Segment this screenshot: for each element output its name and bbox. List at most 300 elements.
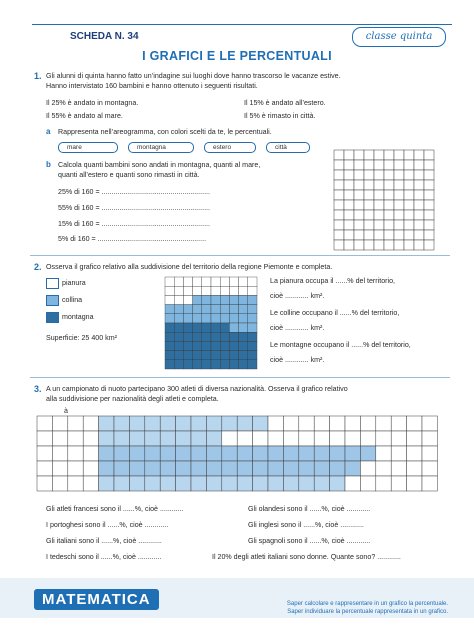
territory-cell [248, 351, 257, 360]
athletes-cell [376, 446, 391, 461]
territory-cell [174, 323, 183, 332]
territory-cell [220, 314, 229, 323]
athletes-cell [360, 446, 375, 461]
athletes-cell [37, 461, 52, 476]
territory-cell [248, 360, 257, 369]
athletes-cell [83, 476, 98, 491]
athletes-cell [114, 416, 129, 431]
plain-question-line1[interactable]: La pianura occupa il ......% del territorio, [270, 277, 395, 285]
grid-cell [424, 150, 434, 160]
grid-cell [384, 230, 394, 240]
fact-abroad: Il 15% è andato all’estero. [244, 99, 326, 107]
territory-cell [183, 305, 192, 314]
athletes-cell [360, 416, 375, 431]
grid-cell [364, 210, 374, 220]
grid-cell [344, 150, 354, 160]
grid-cell [334, 230, 344, 240]
athletes-cell [330, 431, 345, 446]
athletes-cell [176, 431, 191, 446]
athletes-cell [191, 461, 206, 476]
grid-cell [424, 240, 434, 250]
exercise-1-intro-line2: Hanno intervistato 160 bambini e hanno ottenuto i seguenti risultati. [46, 82, 258, 90]
exercise-1-number: 1. [34, 71, 42, 81]
legend-city[interactable] [266, 142, 310, 153]
territory-cell [239, 360, 248, 369]
athletes-cell [129, 431, 144, 446]
grid-cell [414, 170, 424, 180]
grid-cell [344, 200, 354, 210]
territory-cell [248, 341, 257, 350]
territory-cell [165, 360, 174, 369]
athletes-cell [37, 416, 52, 431]
territory-cell [193, 351, 202, 360]
grid-cell [384, 180, 394, 190]
athletes-cell [391, 476, 406, 491]
athletes-cell [283, 446, 298, 461]
grid-cell [364, 150, 374, 160]
athletes-cell [52, 431, 67, 446]
calc-city[interactable]: 5% di 160 = ....................................................... [58, 235, 207, 243]
athletes-cell [99, 461, 114, 476]
question-french[interactable]: Gli atleti francesi sono il ......%, cioè ............ [46, 505, 184, 513]
grid-cell [374, 180, 384, 190]
athletes-cell [145, 446, 160, 461]
grid-cell [354, 220, 364, 230]
athletes-cell [422, 416, 437, 431]
athletes-cell [83, 416, 98, 431]
athletes-grid [36, 415, 440, 493]
grid-cell [404, 210, 414, 220]
athletes-cell [68, 461, 83, 476]
grid-cell [414, 180, 424, 190]
territory-cell [239, 305, 248, 314]
calc-mountain[interactable]: 25% di 160 = ....................................................... [58, 188, 210, 196]
athletes-cell [253, 476, 268, 491]
grid-cell [374, 220, 384, 230]
athletes-cell [68, 416, 83, 431]
mountain-question-line2[interactable]: cioè ............ km². [270, 356, 325, 364]
athletes-cell [114, 476, 129, 491]
territory-cell [202, 341, 211, 350]
plain-question-line2[interactable]: cioè ............ km². [270, 292, 325, 300]
territory-cell [183, 332, 192, 341]
athletes-cell [299, 416, 314, 431]
athletes-cell [99, 416, 114, 431]
territory-cell [174, 305, 183, 314]
territory-cell [165, 323, 174, 332]
territory-cell [202, 305, 211, 314]
grid-cell [344, 160, 354, 170]
athletes-cell [330, 416, 345, 431]
grid-cell [414, 240, 424, 250]
grid-cell [344, 170, 354, 180]
athletes-cell [268, 461, 283, 476]
athletes-cell [283, 416, 298, 431]
athletes-cell [330, 461, 345, 476]
athletes-cell [129, 461, 144, 476]
territory-cell [211, 332, 220, 341]
territory-cell [211, 351, 220, 360]
divider-1 [30, 255, 450, 256]
legend-plain-swatch [46, 278, 59, 289]
athletes-cell [330, 476, 345, 491]
athletes-cell [99, 446, 114, 461]
athletes-cell [345, 416, 360, 431]
exercise-2-number: 2. [34, 262, 42, 272]
athletes-cell [283, 461, 298, 476]
grid-cell [414, 230, 424, 240]
calc-abroad[interactable]: 15% di 160 = ....................................................... [58, 220, 210, 228]
territory-cell [202, 295, 211, 304]
territory-cell [229, 305, 238, 314]
territory-cell [193, 323, 202, 332]
grid-cell [334, 210, 344, 220]
grid-cell [394, 190, 404, 200]
athletes-cell [68, 476, 83, 491]
grid-cell [374, 240, 384, 250]
grid-cell [394, 230, 404, 240]
grid-cell [404, 220, 414, 230]
athletes-cell [52, 446, 67, 461]
grid-cell [424, 210, 434, 220]
athletes-cell [422, 431, 437, 446]
legend-mountain-swatch [46, 312, 59, 323]
territory-cell [211, 277, 220, 286]
grid-cell [354, 200, 364, 210]
territory-cell [202, 314, 211, 323]
grid-cell [394, 180, 404, 190]
athletes-cell [99, 476, 114, 491]
athletes-cell [99, 431, 114, 446]
legend-sea[interactable] [58, 142, 118, 153]
grid-cell [384, 150, 394, 160]
territory-cell [193, 341, 202, 350]
legend-sea-label: mare [67, 144, 82, 151]
grid-cell [394, 150, 404, 160]
legend-hill-label: collina [62, 296, 83, 304]
grid-cell [334, 200, 344, 210]
athletes-cell [299, 476, 314, 491]
athletes-cell [407, 461, 422, 476]
athletes-cell [206, 476, 221, 491]
territory-cell [229, 295, 238, 304]
grid-cell [374, 230, 384, 240]
athletes-cell [422, 461, 437, 476]
athletes-cell [160, 461, 175, 476]
question-dutch[interactable]: Gli olandesi sono il ......%, cioè ............ [248, 505, 371, 513]
grid-cell [384, 240, 394, 250]
athletes-cell [222, 476, 237, 491]
grid-cell [394, 170, 404, 180]
athletes-cell [83, 431, 98, 446]
grid-cell [404, 160, 414, 170]
question-italian-women[interactable]: Il 20% degli atleti italiani sono donne. Quante sono? ............ [212, 553, 401, 561]
territory-cell [193, 332, 202, 341]
territory-cell [183, 323, 192, 332]
territory-cell [220, 332, 229, 341]
athletes-cell [237, 461, 252, 476]
legend-abroad[interactable] [204, 142, 256, 153]
grid-cell [424, 160, 434, 170]
territory-cell [183, 351, 192, 360]
hundred-grid-exercise-1[interactable] [332, 148, 436, 252]
territory-cell [248, 277, 257, 286]
grid-cell [414, 210, 424, 220]
page-title: I GRAFICI E LE PERCENTUALI [142, 49, 332, 63]
athletes-cell [253, 446, 268, 461]
grid-cell [424, 200, 434, 210]
legend-hill-swatch [46, 295, 59, 306]
territory-cell [220, 351, 229, 360]
territory-cell [183, 295, 192, 304]
athletes-cell [222, 461, 237, 476]
athletes-cell [160, 476, 175, 491]
hill-question-line1[interactable]: Le colline occupano il ......% del territorio, [270, 309, 400, 317]
grid-cell [404, 190, 414, 200]
task-b-letter: b [46, 160, 51, 169]
objective-1: Saper calcolare e rappresentare in un grafico la percentuale. [286, 601, 448, 607]
athletes-cell [222, 431, 237, 446]
athletes-cell [191, 416, 206, 431]
athletes-cell [422, 446, 437, 461]
athletes-cell [37, 431, 52, 446]
territory-cell [229, 332, 238, 341]
mountain-question-line1[interactable]: Le montagne occupano il ......% del territorio, [270, 341, 411, 349]
task-b-text-line1: Calcola quanti bambini sono andati in montagna, quanti al mare, [58, 161, 261, 169]
territory-cell [174, 277, 183, 286]
athletes-cell [253, 461, 268, 476]
territory-cell [202, 277, 211, 286]
legend-mountain-label: montagna [137, 144, 166, 151]
footer-objectives [287, 600, 448, 616]
athletes-cell [176, 476, 191, 491]
territory-cell [211, 295, 220, 304]
territory-cell [211, 360, 220, 369]
grid-cell [354, 230, 364, 240]
task-b-text-line2: quanti all’estero e quanti sono rimasti in città. [58, 171, 200, 179]
athletes-cell [145, 461, 160, 476]
grid-cell [364, 220, 374, 230]
grid-cell [384, 220, 394, 230]
territory-cell [229, 286, 238, 295]
grid-cell [404, 170, 414, 180]
grid-cell [384, 160, 394, 170]
question-spanish[interactable]: Gli spagnoli sono il ......%, cioè ............ [248, 537, 371, 545]
athletes-cell [345, 476, 360, 491]
territory-cell [202, 332, 211, 341]
question-italian[interactable]: Gli italiani sono il ......%, cioè ............ [46, 537, 162, 545]
grid-cell [364, 190, 374, 200]
class-badge: classe quinta [352, 27, 446, 47]
athletes-cell [222, 416, 237, 431]
fact-sea: Il 55% è andato al mare. [46, 112, 123, 120]
territory-cell [165, 351, 174, 360]
grid-cell [414, 220, 424, 230]
territory-cell [202, 360, 211, 369]
athletes-cell [237, 416, 252, 431]
territory-cell [239, 332, 248, 341]
territory-cell [248, 286, 257, 295]
athletes-cell [176, 446, 191, 461]
sheet-number: SCHEDA N. 34 [70, 31, 139, 42]
athletes-cell [314, 446, 329, 461]
territory-cell [165, 295, 174, 304]
grid-cell [364, 200, 374, 210]
athletes-cell [52, 416, 67, 431]
athletes-cell [360, 431, 375, 446]
athletes-cell [114, 461, 129, 476]
athletes-cell [222, 446, 237, 461]
grid-cell [404, 150, 414, 160]
territory-cell [174, 341, 183, 350]
athletes-cell [299, 431, 314, 446]
task-a-letter: a [46, 127, 51, 136]
territory-cell [193, 360, 202, 369]
athletes-cell [129, 416, 144, 431]
territory-cell [174, 351, 183, 360]
territory-cell [211, 341, 220, 350]
athletes-cell [407, 446, 422, 461]
athletes-cell [237, 476, 252, 491]
grid-cell [404, 230, 414, 240]
athletes-cell [268, 446, 283, 461]
athletes-cell [314, 476, 329, 491]
territory-cell [229, 277, 238, 286]
legend-mountain2-label: montagna [62, 313, 94, 321]
grid-cell [354, 210, 364, 220]
grid-cell [354, 150, 364, 160]
territory-cell [174, 286, 183, 295]
objective-2: Saper individuare la percentuale rappresentata in un grafico. [287, 609, 448, 615]
legend-mountain[interactable] [128, 142, 194, 153]
grid-cell [344, 240, 354, 250]
legend-abroad-label: estero [213, 144, 232, 151]
territory-cell [248, 305, 257, 314]
grid-cell [334, 170, 344, 180]
athletes-cell [114, 446, 129, 461]
grid-cell [374, 150, 384, 160]
grid-cell [394, 160, 404, 170]
territory-cell [229, 360, 238, 369]
athletes-cell [299, 446, 314, 461]
athletes-cell [314, 416, 329, 431]
territory-cell [193, 305, 202, 314]
athletes-cell [206, 461, 221, 476]
athletes-cell [422, 476, 437, 491]
athletes-cell [299, 461, 314, 476]
territory-cell [183, 277, 192, 286]
grid-cell [404, 180, 414, 190]
athletes-cell [176, 461, 191, 476]
territory-cell [174, 314, 183, 323]
brand-logo: MATEMATICA [34, 589, 159, 610]
grid-cell [424, 190, 434, 200]
territory-cell [239, 277, 248, 286]
territory-cell [174, 295, 183, 304]
grid-cell [394, 240, 404, 250]
question-portuguese[interactable]: I portoghesi sono il ......%, cioè ............ [46, 521, 169, 529]
athletes-cell [37, 476, 52, 491]
athletes-chart-top-label: à [64, 407, 68, 415]
territory-cell [239, 286, 248, 295]
legend-plain-label: pianura [62, 279, 86, 287]
grid-cell [334, 240, 344, 250]
grid-cell [414, 190, 424, 200]
athletes-cell [407, 476, 422, 491]
question-english[interactable]: Gli inglesi sono il ......%, cioè ............ [248, 521, 364, 529]
grid-cell [354, 240, 364, 250]
surface-label: Superficie: 25 400 km² [46, 334, 117, 342]
athletes-cell [129, 446, 144, 461]
athletes-cell [160, 446, 175, 461]
grid-cell [334, 220, 344, 230]
territory-cell [165, 314, 174, 323]
territory-cell [183, 360, 192, 369]
territory-cell [165, 305, 174, 314]
grid-cell [354, 180, 364, 190]
territory-cell [239, 341, 248, 350]
athletes-cell [37, 446, 52, 461]
territory-cell [193, 286, 202, 295]
athletes-cell [83, 461, 98, 476]
athletes-cell [376, 476, 391, 491]
territory-cell [193, 277, 202, 286]
grid-cell [364, 180, 374, 190]
question-german[interactable]: I tedeschi sono il ......%, cioè ............ [46, 553, 162, 561]
athletes-cell [376, 416, 391, 431]
hill-question-line2[interactable]: cioè ............ km². [270, 324, 325, 332]
territory-cell [248, 323, 257, 332]
grid-cell [414, 150, 424, 160]
grid-cell [404, 200, 414, 210]
grid-cell [344, 230, 354, 240]
territory-cell [220, 360, 229, 369]
calc-sea[interactable]: 55% di 160 = ....................................................... [58, 204, 210, 212]
athletes-cell [145, 476, 160, 491]
grid-cell [344, 220, 354, 230]
grid-cell [354, 160, 364, 170]
athletes-cell [283, 431, 298, 446]
grid-cell [364, 160, 374, 170]
athletes-cell [283, 476, 298, 491]
grid-cell [384, 170, 394, 180]
athletes-cell [237, 431, 252, 446]
fact-city: Il 5% è rimasto in città. [244, 112, 316, 120]
athletes-cell [253, 416, 268, 431]
territory-cell [165, 332, 174, 341]
territory-cell [202, 351, 211, 360]
territory-cell [239, 351, 248, 360]
athletes-cell [345, 446, 360, 461]
grid-cell [424, 180, 434, 190]
grid-cell [384, 210, 394, 220]
grid-cell [334, 150, 344, 160]
athletes-cell [391, 416, 406, 431]
territory-cell [202, 323, 211, 332]
grid-cell [394, 220, 404, 230]
territory-cell [239, 295, 248, 304]
territory-grid [164, 276, 260, 372]
grid-cell [354, 170, 364, 180]
athletes-cell [176, 416, 191, 431]
territory-cell [220, 286, 229, 295]
legend-city-label: città [275, 144, 287, 151]
grid-cell [334, 180, 344, 190]
grid-cell [374, 210, 384, 220]
territory-cell [248, 295, 257, 304]
exercise-3-intro-line2: alla suddivisione per nazionalità degli atleti e completa. [46, 395, 219, 403]
athletes-cell [391, 461, 406, 476]
